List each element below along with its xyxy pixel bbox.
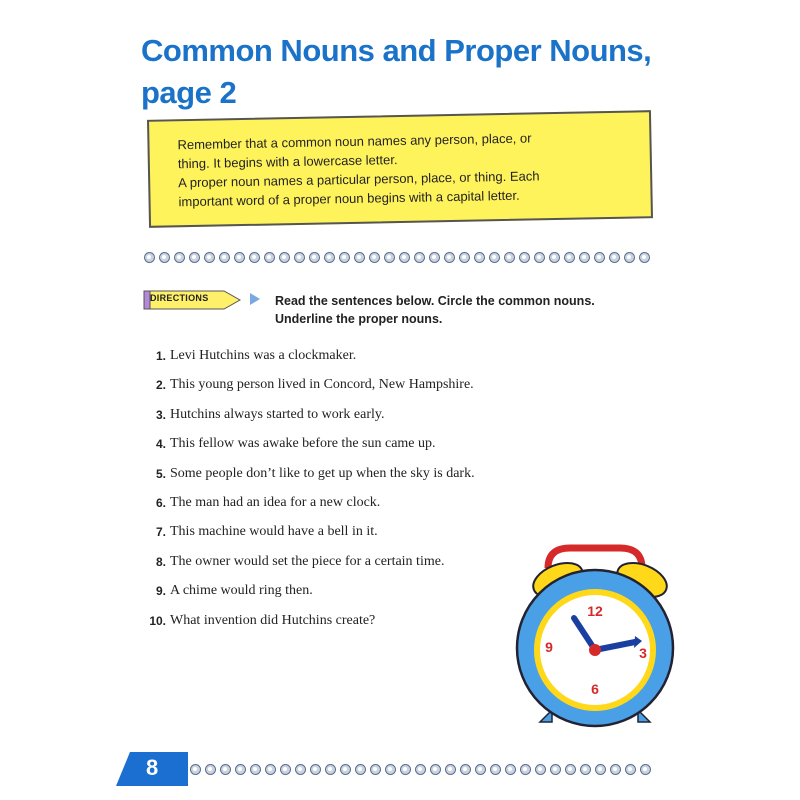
sentence-text: Some people don’t like to get up when the sky is dark. — [170, 465, 475, 481]
divider-dot — [324, 252, 335, 263]
divider-dot — [625, 764, 636, 775]
item-number: 3. — [155, 407, 166, 422]
divider-dot — [459, 252, 470, 263]
divider-dot — [369, 252, 380, 263]
divider-dot — [444, 252, 455, 263]
page-title: Common Nouns and Proper Nouns, page 2 — [141, 33, 652, 110]
rule-line: A proper noun names a particular person, place, or thing. Each — [178, 168, 540, 191]
divider-dot — [594, 252, 605, 263]
item-number: 10. — [149, 613, 166, 628]
divider-dot — [249, 252, 260, 263]
divider-dot — [400, 764, 411, 775]
divider-dot — [640, 764, 651, 775]
divider-dot — [309, 252, 320, 263]
divider-dot — [505, 764, 516, 775]
rule-line: thing. It begins with a lowercase letter. — [177, 152, 398, 172]
divider-dot — [489, 252, 500, 263]
divider-dot — [264, 252, 275, 263]
sentence-list — [140, 348, 475, 642]
divider-dot — [639, 252, 650, 263]
divider-dot — [265, 764, 276, 775]
divider-dot — [280, 764, 291, 775]
list-item — [140, 583, 475, 612]
divider-dot — [189, 252, 200, 263]
clock-numeral: 9 — [545, 639, 553, 655]
sentence-text: What invention did Hutchins create? — [170, 612, 376, 628]
divider-dot — [535, 764, 546, 775]
divider-dot — [205, 764, 216, 775]
divider-dot — [564, 252, 575, 263]
divider-dot — [460, 764, 471, 775]
divider-dot — [474, 252, 485, 263]
divider-dot — [354, 252, 365, 263]
divider-dot — [609, 252, 620, 263]
item-number: 1. — [155, 349, 166, 363]
instruction-line: Read the sentences below. Circle the common nouns. — [275, 294, 595, 308]
clock-numeral: 6 — [591, 681, 599, 697]
directions-label: DIRECTIONS — [150, 293, 209, 303]
divider-dot — [159, 252, 170, 263]
page-number: 8 — [146, 755, 159, 780]
divider-dot — [429, 252, 440, 263]
list-item — [140, 554, 475, 583]
divider-dot — [220, 764, 231, 775]
list-item — [140, 524, 475, 553]
divider-dot — [580, 764, 591, 775]
item-number: 9. — [155, 584, 166, 599]
divider-dot — [430, 764, 441, 775]
list-item — [140, 495, 475, 524]
divider-dot — [475, 764, 486, 775]
sentence-text: This fellow was awake before the sun came up. — [170, 436, 436, 452]
sentence-text: Levi Hutchins was a clockmaker. — [170, 348, 357, 363]
divider-dot — [355, 764, 366, 775]
directions-instructions — [275, 292, 655, 328]
divider-dot — [384, 252, 395, 263]
divider-dot — [325, 764, 336, 775]
rule-line: Remember that a common noun names any person, place, or — [177, 130, 532, 153]
divider-dot — [219, 252, 230, 263]
item-number: 8. — [155, 554, 166, 569]
divider-dot — [549, 252, 560, 263]
sentence-text: The man had an idea for a new clock. — [170, 494, 381, 510]
divider-dot — [235, 764, 246, 775]
sentence-text: Hutchins always started to work early. — [170, 406, 385, 422]
list-item — [140, 436, 475, 465]
item-number: 5. — [155, 466, 166, 481]
divider-dot — [490, 764, 501, 775]
divider-dot — [399, 252, 410, 263]
sentence-text: This young person lived in Concord, New Hampshire. — [170, 377, 474, 393]
divider-dot — [504, 252, 515, 263]
item-number: 2. — [155, 378, 166, 393]
divider-dot — [234, 252, 245, 263]
divider-dot — [415, 764, 426, 775]
divider-dot — [339, 252, 350, 263]
clock-numeral: 3 — [639, 645, 647, 661]
list-item — [140, 407, 475, 436]
sentence-text: This machine would have a bell in it. — [170, 524, 378, 540]
divider-dot — [295, 764, 306, 775]
divider-dot — [565, 764, 576, 775]
divider-dot — [174, 252, 185, 263]
divider-dot — [445, 764, 456, 775]
dot-divider-top — [144, 252, 650, 266]
dot-divider-bottom — [190, 764, 651, 778]
list-item — [140, 377, 475, 406]
divider-dot — [520, 764, 531, 775]
divider-dot — [279, 252, 290, 263]
divider-dot — [144, 252, 155, 263]
divider-dot — [579, 252, 590, 263]
item-number: 6. — [155, 495, 166, 510]
list-item — [140, 348, 475, 377]
divider-dot — [595, 764, 606, 775]
sentence-text: A chime would ring then. — [170, 583, 313, 599]
item-number: 4. — [155, 437, 166, 452]
divider-dot — [294, 252, 305, 263]
divider-dot — [310, 764, 321, 775]
divider-dot — [370, 764, 381, 775]
item-number: 7. — [155, 525, 166, 540]
rule-box — [147, 110, 653, 228]
divider-dot — [519, 252, 530, 263]
divider-dot — [414, 252, 425, 263]
divider-dot — [534, 252, 545, 263]
instruction-line: Underline the proper nouns. — [275, 312, 443, 326]
clock-numeral: 12 — [587, 603, 603, 619]
divider-dot — [624, 252, 635, 263]
sentence-text: The owner would set the piece for a certain time. — [170, 553, 445, 569]
arrow-right-icon — [250, 293, 260, 305]
divider-dot — [385, 764, 396, 775]
divider-dot — [610, 764, 621, 775]
list-item — [140, 613, 475, 642]
divider-dot — [340, 764, 351, 775]
alarm-clock-icon — [500, 540, 680, 730]
divider-dot — [250, 764, 261, 775]
list-item — [140, 466, 475, 495]
divider-dot — [550, 764, 561, 775]
divider-dot — [190, 764, 201, 775]
rule-line: important word of a proper noun begins with a capital letter. — [178, 187, 520, 210]
divider-dot — [204, 252, 215, 263]
